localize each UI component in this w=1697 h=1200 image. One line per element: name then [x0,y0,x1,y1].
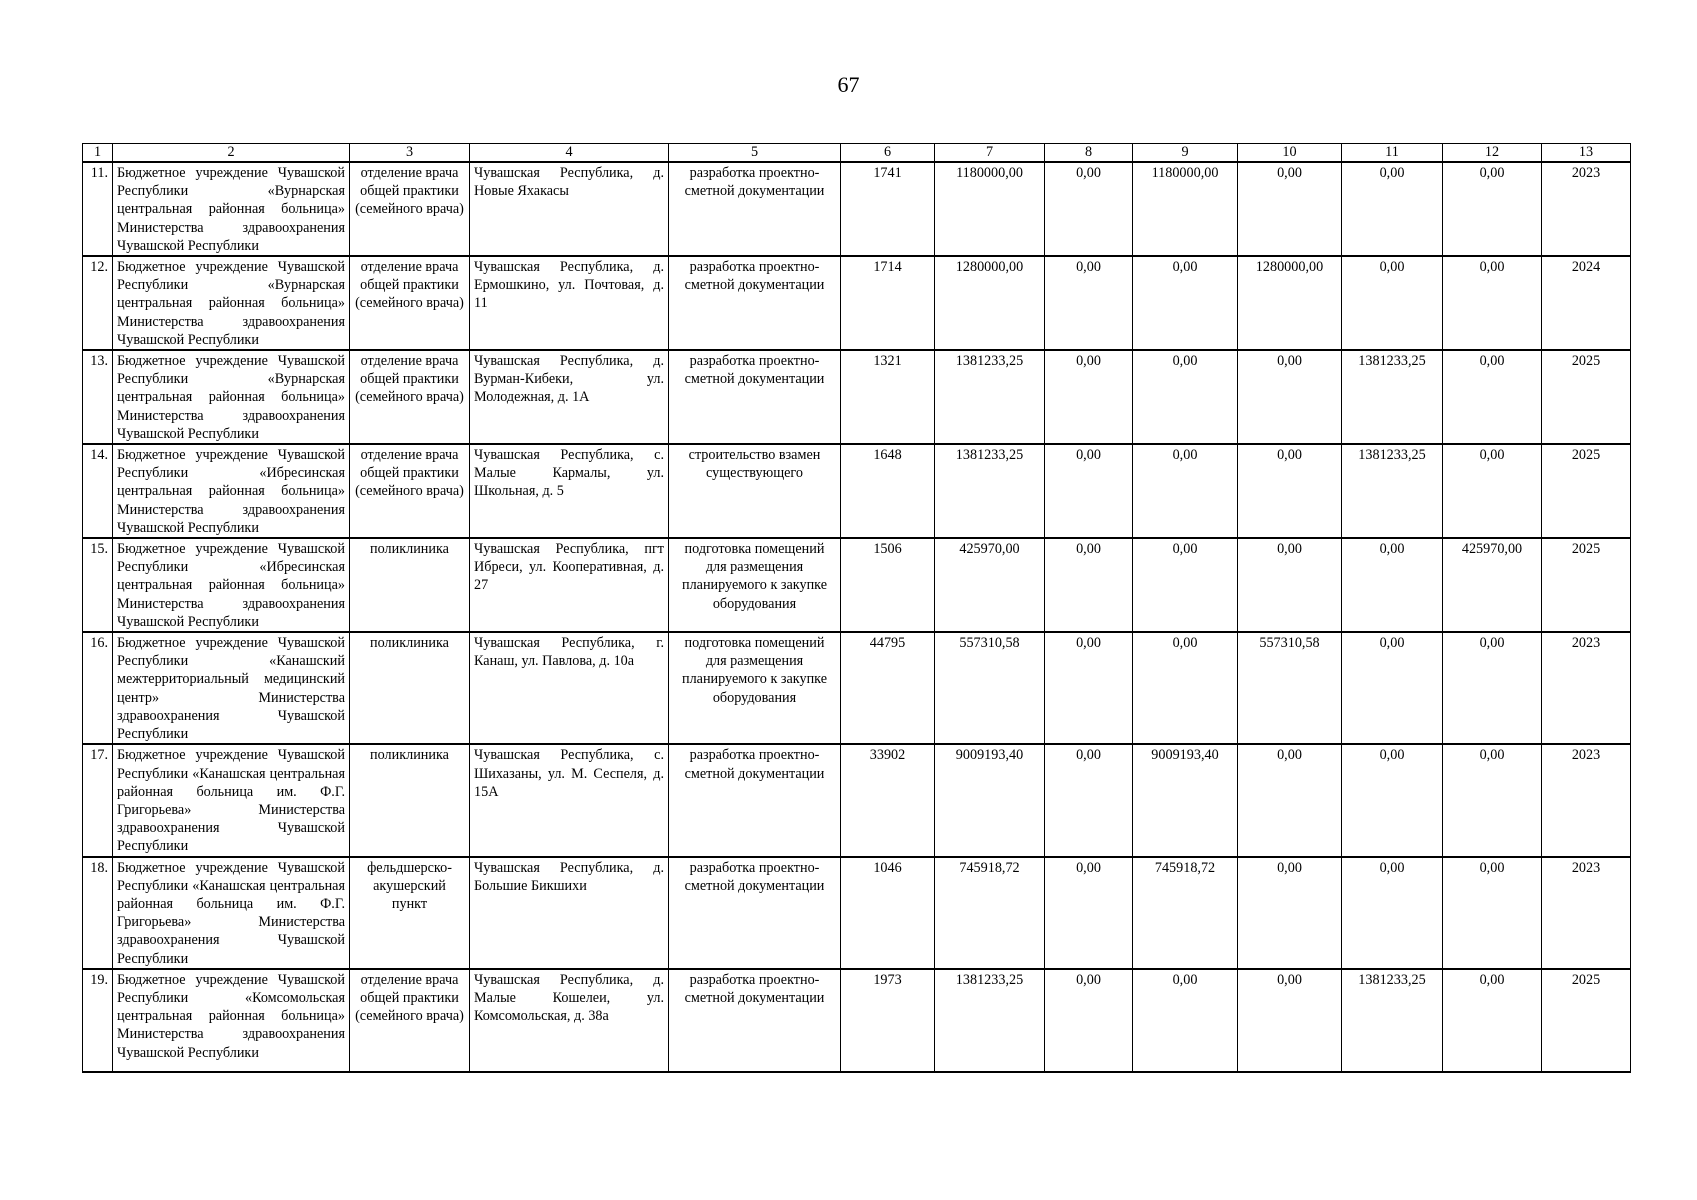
value-col-8: 0,00 [1045,538,1133,632]
institution-cell: Бюджетное учреждение Чувашской Республики «Вурнарская центральная районная больница» Министерства здравоохранения Чувашской Республики [113,350,350,444]
value-col-9: 0,00 [1133,350,1238,444]
value-col-7: 1280000,00 [935,256,1045,350]
page-number: 67 [837,72,860,97]
value-col-12: 0,00 [1443,162,1542,256]
row-number: 13. [83,350,113,444]
value-col-9: 1180000,00 [1133,162,1238,256]
value-col-10: 0,00 [1238,350,1342,444]
column-number-row [83,144,1631,163]
value-col-11: 0,00 [1342,162,1443,256]
row-number: 15. [83,538,113,632]
year-cell: 2023 [1542,857,1631,969]
value-col-11: 0,00 [1342,857,1443,969]
value-col-10: 1280000,00 [1238,256,1342,350]
value-col-10: 0,00 [1238,744,1342,856]
value-col-7: 425970,00 [935,538,1045,632]
column-header: 11 [1342,144,1443,163]
work-type-cell: подготовка помещений для размещения планируемого к закупке оборудования [669,538,841,632]
value-col-7: 1381233,25 [935,350,1045,444]
address-cell: Чувашская Республика, д. Новые Яхакасы [470,162,669,256]
value-col-12: 425970,00 [1443,538,1542,632]
address-cell: Чувашская Республика, д. Малые Кошелеи, ул. Комсомольская, д. 38а [470,969,669,1072]
table-row [83,538,1631,632]
value-col-8: 0,00 [1045,256,1133,350]
institution-cell: Бюджетное учреждение Чувашской Республики «Вурнарская центральная районная больница» Министерства здравоохранения Чувашской Республики [113,256,350,350]
table-body [83,162,1631,1072]
value-col-7: 9009193,40 [935,744,1045,856]
value-col-12: 0,00 [1443,744,1542,856]
object-type-cell: отделение врача общей практики (семейного врача) [350,350,470,444]
value-col-9: 0,00 [1133,538,1238,632]
year-cell: 2025 [1542,350,1631,444]
work-type-cell: разработка проектно-сметной документации [669,744,841,856]
column-header: 5 [669,144,841,163]
value-col-7: 1180000,00 [935,162,1045,256]
year-cell: 2023 [1542,162,1631,256]
year-cell: 2025 [1542,444,1631,538]
value-col-6: 1046 [841,857,935,969]
value-col-8: 0,00 [1045,350,1133,444]
address-cell: Чувашская Республика, пгт Ибреси, ул. Кооперативная, д. 27 [470,538,669,632]
value-col-8: 0,00 [1045,857,1133,969]
row-number: 12. [83,256,113,350]
column-header: 2 [113,144,350,163]
year-cell: 2023 [1542,632,1631,744]
table-row [83,857,1631,969]
value-col-9: 0,00 [1133,444,1238,538]
address-cell: Чувашская Республика, с. Малые Кармалы, ул. Школьная, д. 5 [470,444,669,538]
value-col-10: 0,00 [1238,444,1342,538]
work-type-cell: разработка проектно-сметной документации [669,162,841,256]
object-type-cell: поликлиника [350,538,470,632]
value-col-10: 0,00 [1238,162,1342,256]
work-type-cell: разработка проектно-сметной документации [669,256,841,350]
row-number: 18. [83,857,113,969]
value-col-9: 9009193,40 [1133,744,1238,856]
work-type-cell: строительство взамен существующего [669,444,841,538]
column-header: 13 [1542,144,1631,163]
value-col-11: 1381233,25 [1342,350,1443,444]
value-col-7: 1381233,25 [935,969,1045,1072]
value-col-11: 1381233,25 [1342,969,1443,1072]
column-header: 4 [470,144,669,163]
value-col-8: 0,00 [1045,744,1133,856]
column-header: 10 [1238,144,1342,163]
value-col-12: 0,00 [1443,632,1542,744]
value-col-12: 0,00 [1443,256,1542,350]
value-col-6: 1741 [841,162,935,256]
institution-cell: Бюджетное учреждение Чувашской Республики «Ибресинская центральная районная больница» Министерства здравоохранения Чувашской Республики [113,444,350,538]
value-col-11: 0,00 [1342,744,1443,856]
row-number: 14. [83,444,113,538]
address-cell: Чувашская Республика, д. Ермошкино, ул. Почтовая, д. 11 [470,256,669,350]
value-col-6: 33902 [841,744,935,856]
year-cell: 2023 [1542,744,1631,856]
row-number: 17. [83,744,113,856]
table-row [83,632,1631,744]
value-col-6: 1648 [841,444,935,538]
value-col-9: 0,00 [1133,256,1238,350]
object-type-cell: отделение врача общей практики (семейного врача) [350,444,470,538]
column-header: 9 [1133,144,1238,163]
value-col-6: 44795 [841,632,935,744]
row-number: 11. [83,162,113,256]
institution-cell: Бюджетное учреждение Чувашской Республики «Комсомольская центральная районная больница» Министерства здравоохранения Чувашской Республики [113,969,350,1072]
value-col-6: 1714 [841,256,935,350]
institution-cell: Бюджетное учреждение Чувашской Республики «Вурнарская центральная районная больница» Министерства здравоохранения Чувашской Республики [113,162,350,256]
work-type-cell: подготовка помещений для размещения планируемого к закупке оборудования [669,632,841,744]
table-row [83,256,1631,350]
year-cell: 2024 [1542,256,1631,350]
table-row [83,350,1631,444]
value-col-12: 0,00 [1443,350,1542,444]
institution-cell: Бюджетное учреждение Чувашской Республики «Канашский межтерриториальный медицинский центр» Министерства здравоохранения Чувашской Республики [113,632,350,744]
value-col-12: 0,00 [1443,857,1542,969]
value-col-7: 1381233,25 [935,444,1045,538]
object-type-cell: отделение врача общей практики (семейного врача) [350,162,470,256]
value-col-8: 0,00 [1045,162,1133,256]
value-col-6: 1506 [841,538,935,632]
table-row [83,444,1631,538]
value-col-7: 557310,58 [935,632,1045,744]
value-col-12: 0,00 [1443,444,1542,538]
value-col-11: 0,00 [1342,632,1443,744]
value-col-11: 0,00 [1342,256,1443,350]
address-cell: Чувашская Республика, с. Шихазаны, ул. М. Сеспеля, д. 15А [470,744,669,856]
register-table [82,143,1631,1073]
address-cell: Чувашская Республика, д. Вурман-Кибеки, ул. Молодежная, д. 1А [470,350,669,444]
object-type-cell: поликлиника [350,632,470,744]
value-col-11: 0,00 [1342,538,1443,632]
table-row [83,969,1631,1072]
column-header: 12 [1443,144,1542,163]
value-col-8: 0,00 [1045,444,1133,538]
work-type-cell: разработка проектно-сметной документации [669,350,841,444]
institution-cell: Бюджетное учреждение Чувашской Республики «Ибресинская центральная районная больница» Министерства здравоохранения Чувашской Республики [113,538,350,632]
row-number: 16. [83,632,113,744]
value-col-8: 0,00 [1045,632,1133,744]
value-col-9: 0,00 [1133,632,1238,744]
value-col-6: 1973 [841,969,935,1072]
column-header: 1 [83,144,113,163]
institution-cell: Бюджетное учреждение Чувашской Республики «Канашская центральная районная больница им. Ф.Г. Григорьева» Министерства здравоохранения Чувашской Республики [113,857,350,969]
institution-cell: Бюджетное учреждение Чувашской Республики «Канашская центральная районная больница им. Ф.Г. Григорьева» Министерства здравоохранения Чувашской Республики [113,744,350,856]
table-row [83,162,1631,256]
work-type-cell: разработка проектно-сметной документации [669,857,841,969]
object-type-cell: фельдшерско-акушерский пункт [350,857,470,969]
value-col-11: 1381233,25 [1342,444,1443,538]
work-type-cell: разработка проектно-сметной документации [669,969,841,1072]
column-header: 8 [1045,144,1133,163]
value-col-9: 745918,72 [1133,857,1238,969]
row-number: 19. [83,969,113,1072]
value-col-8: 0,00 [1045,969,1133,1072]
value-col-10: 557310,58 [1238,632,1342,744]
value-col-12: 0,00 [1443,969,1542,1072]
column-header: 7 [935,144,1045,163]
object-type-cell: поликлиника [350,744,470,856]
table-row [83,744,1631,856]
value-col-6: 1321 [841,350,935,444]
address-cell: Чувашская Республика, д. Большие Бикшихи [470,857,669,969]
value-col-10: 0,00 [1238,857,1342,969]
object-type-cell: отделение врача общей практики (семейного врача) [350,256,470,350]
year-cell: 2025 [1542,969,1631,1072]
address-cell: Чувашская Республика, г. Канаш, ул. Павлова, д. 10а [470,632,669,744]
column-header: 6 [841,144,935,163]
value-col-10: 0,00 [1238,969,1342,1072]
object-type-cell: отделение врача общей практики (семейного врача) [350,969,470,1072]
column-header: 3 [350,144,470,163]
value-col-7: 745918,72 [935,857,1045,969]
value-col-10: 0,00 [1238,538,1342,632]
value-col-9: 0,00 [1133,969,1238,1072]
year-cell: 2025 [1542,538,1631,632]
